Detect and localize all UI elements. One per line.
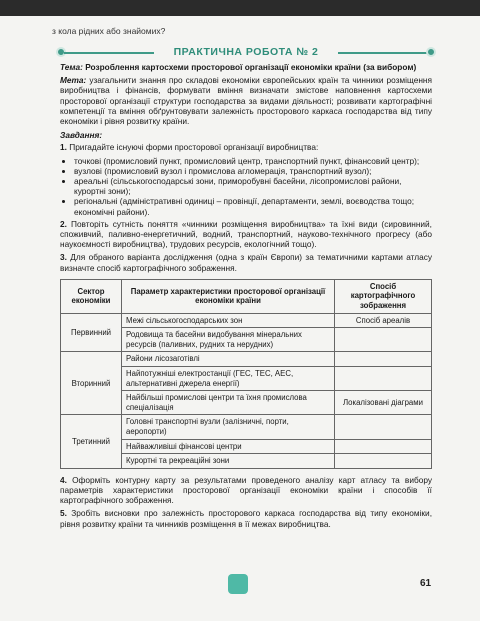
method-cell	[335, 352, 432, 367]
task-2-text: Повторіть сутність поняття «чинники розміщення виробництва» та їхні види (сировинний, споживчий, паливно-енергетичний, водний, транспортний, науково-технічного прогресу (або наукоємності виробництва), трудових ресурсів, екологічний тощо).	[60, 218, 432, 250]
task-3: 3. Для обраного варіанта дослідження (одна з країн Європи) за тематичними картами атласу визначте спосіб картографічного зображення.	[60, 252, 432, 273]
previous-page-line: з кола рідних або знайомих?	[52, 26, 166, 36]
list-item: • точкові (промисловий пункт, промисловий центр, транспортний пункт, фінансовий центр);	[74, 156, 432, 166]
parameter-cell: Райони лісозаготівлі	[122, 352, 335, 367]
topic-text: Розроблення картосхеми просторової організації економіки країни (за вибором)	[85, 62, 417, 72]
task-4: 4. Оформіть контурну карту за результатами проведеного аналізу карт атласу та вибору параметрів характеристики просторової організації економіки країни і способів її картографічного зображення.	[60, 474, 432, 506]
task-1: 1. Пригадайте існуючі форми просторової організації виробництва:	[60, 142, 319, 153]
method-cell	[335, 454, 432, 469]
list-item: • ареальні (сільськогосподарські зони, приморобувні басейни, лісопромислові райони, курортні зони);	[74, 176, 432, 196]
method-cell	[335, 367, 432, 391]
method-cell	[335, 328, 432, 352]
table-row	[61, 313, 432, 328]
method-cell	[335, 439, 432, 454]
section-header	[56, 46, 436, 60]
task-1-text: Пригадайте існуючі форми просторової організації виробництва:	[69, 142, 319, 153]
goal-label: Мета:	[60, 75, 87, 86]
task-3-text: Для обраного варіанта дослідження (одна з країн Європи) за тематичними картами атласу визначте спосіб картографічного зображення.	[60, 252, 432, 273]
parameter-cell: Курортні та рекреаційні зони	[122, 454, 335, 469]
page-body	[60, 62, 432, 532]
topic-paragraph	[60, 62, 432, 72]
page-tab-marker	[228, 574, 248, 594]
goal-paragraph	[60, 75, 432, 126]
goal-text: узагальнити знання про складові економіки європейських країн та чинники розміщення виробництва і фінансів, формувати вміння визначати змістове наповнення картосхеми просторової організації структури господарства за видами діяльності; розвивати картографічні компетенції та вміння обґрунтовувати залежність просторового каркаса господарства від типу економіки і рівня розвитку країни.	[60, 75, 432, 127]
section-title: ПРАКТИЧНА РОБОТА № 2	[173, 46, 319, 58]
list-item: • регіональні (адміністративні одиниці – провінції, департаменти, землі, воєводства тощо; економічні райони).	[74, 196, 432, 216]
task-4-text: Оформіть контурну карту за результатами проведеного аналізу карт атласу та вибору параметрів характеристики просторової організації економіки країни і способів її картографічного зображення.	[60, 474, 432, 506]
sector-cell: Первинний	[61, 313, 122, 352]
economy-parameters-table	[60, 279, 432, 469]
sector-cell: Третинний	[61, 415, 122, 468]
parameter-cell: Головні транспортні вузли (залізничні, порти, аеропорти)	[122, 415, 335, 439]
tasks-heading: Завдання:	[60, 130, 103, 141]
method-cell	[335, 415, 432, 439]
table-row	[61, 352, 432, 367]
method-cell: Спосіб ареалів	[335, 313, 432, 328]
task-5-text: Зробіть висновки про залежність просторового каркаса господарства від типу економіки, рівня розвитку країни та чинників розміщення в її межах виробництва.	[60, 508, 432, 529]
organization-forms-list	[60, 156, 432, 217]
table-row	[61, 415, 432, 439]
column-header-parameter: Параметр характеристики просторової організації економіки країни	[122, 279, 335, 313]
topic-label: Тема:	[60, 62, 83, 72]
parameter-cell: Найпотужніші електростанції (ГЕС, ТЕС, АЕС, альтернативні джерела енергії)	[122, 367, 335, 391]
column-header-method: Спосіб картографічного зображення	[335, 279, 432, 313]
parameter-cell: Родовища та басейни видобування мінеральних ресурсів (паливних, рудних та нерудних)	[122, 328, 335, 352]
parameter-cell: Межі сільськогосподарських зон	[122, 313, 335, 328]
task-2: 2. Повторіть сутність поняття «чинники розміщення виробництва» та їхні види (сировинний, споживчий, паливно-енергетичний, водний, транспортний, науково-технічного прогресу (або наукоємності виробництва), трудових ресурсів, екологічний тощо).	[60, 218, 432, 250]
method-cell: Локалізовані діаграми	[335, 391, 432, 415]
top-dark-strip	[0, 0, 480, 16]
parameter-cell: Найважливіші фінансові центри	[122, 439, 335, 454]
task-5: 5. Зробіть висновки про залежність просторового каркаса господарства від типу економіки, рівня розвитку країни та чинників розміщення в її межах виробництва.	[60, 508, 432, 529]
page-number: 61	[420, 578, 432, 589]
sector-cell: Вторинний	[61, 352, 122, 415]
parameter-cell: Найбільші промислові центри та їхня промислова спеціалізація	[122, 391, 335, 415]
list-item: • вузлові (промисловий вузол і промислова агломерація, транспортний вузол);	[74, 166, 432, 176]
table-header-row	[61, 279, 432, 313]
column-header-sector: Сектор економіки	[61, 279, 122, 313]
